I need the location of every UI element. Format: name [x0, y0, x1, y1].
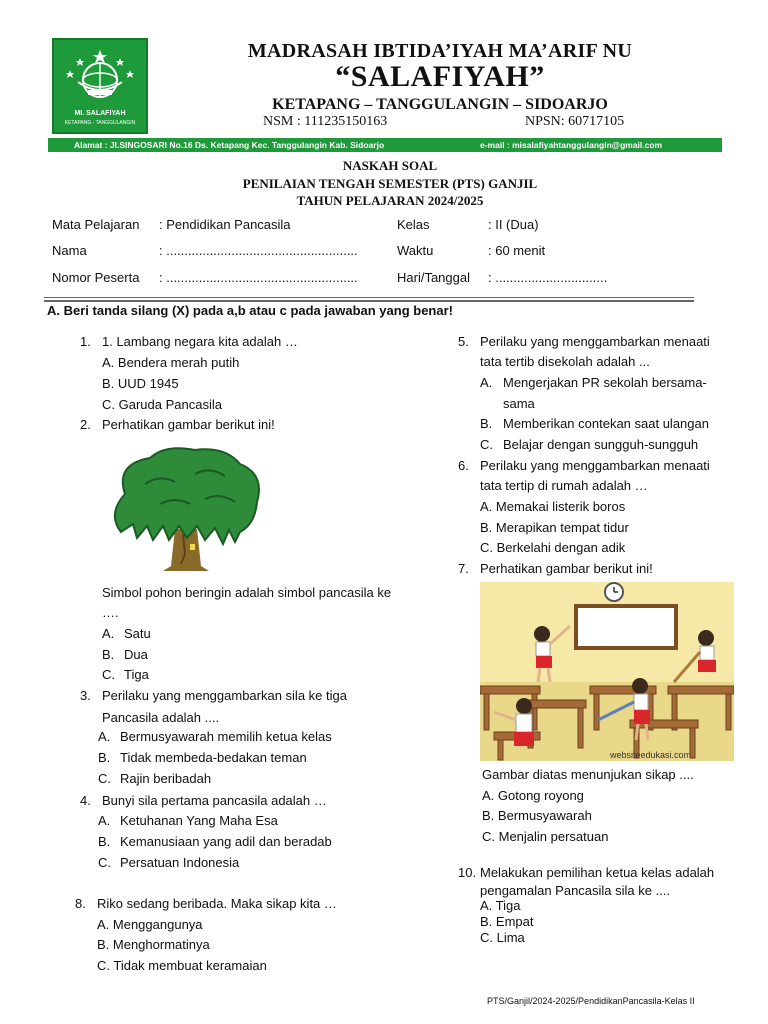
- option-letter: A.: [102, 626, 115, 641]
- doc-title: NASKAH SOAL: [342, 158, 438, 173]
- option-letter: B.: [480, 416, 493, 431]
- option-3c[interactable]: Rajin beribadah: [120, 771, 212, 786]
- question-number: 3.: [80, 688, 91, 703]
- question-number: 4.: [80, 793, 91, 808]
- option-2a[interactable]: Satu: [124, 626, 151, 641]
- option-7b[interactable]: B. Bermusyawarah: [482, 808, 592, 823]
- logo-caption: MI. SALAFIYAH: [74, 110, 126, 117]
- banyan-tree-image: [105, 444, 267, 574]
- question-6: Perilaku yang menggambarkan menaati: [480, 458, 710, 473]
- school-logo: [52, 38, 148, 134]
- option-10c[interactable]: C. Lima: [480, 930, 525, 945]
- option-letter: B.: [102, 647, 115, 662]
- option-3a[interactable]: Bermusyawarah memilih ketua kelas: [120, 729, 332, 744]
- option-1b[interactable]: B. UUD 1945: [102, 376, 179, 391]
- question-2-text: Simbol pohon beringin adalah simbol pancasila ke: [102, 585, 392, 600]
- question-number: 7.: [458, 561, 469, 576]
- doc-year: TAHUN PELAJARAN 2024/2025: [296, 193, 484, 208]
- option-4a[interactable]: Ketuhanan Yang Maha Esa: [120, 813, 278, 828]
- mapel-value: : Pendidikan Pancasila: [159, 217, 291, 232]
- divider: [44, 300, 694, 302]
- kelas-value: : II (Dua): [488, 217, 539, 232]
- option-3b[interactable]: Tidak membeda-bedakan teman: [120, 750, 307, 765]
- option-5a-cont[interactable]: sama: [503, 396, 535, 411]
- logo-subcaption: KETAPANG - TANGGULANGIN: [64, 120, 136, 126]
- question-3: Perilaku yang menggambarkan sila ke tiga: [102, 688, 347, 703]
- option-4c[interactable]: Persatuan Indonesia: [120, 855, 240, 870]
- hari-label: Hari/Tanggal: [397, 270, 470, 285]
- option-8b[interactable]: B. Menghormatinya: [97, 937, 210, 952]
- address-bar: [48, 138, 722, 152]
- question-3-cont: Pancasila adalah ....: [102, 710, 220, 725]
- nama-label: Nama: [52, 243, 87, 258]
- option-letter: C.: [98, 771, 111, 786]
- question-7: Perhatikan gambar berikut ini!: [480, 561, 653, 576]
- option-letter: C.: [480, 437, 493, 452]
- npsn-number: NPSN: 60717105: [525, 114, 625, 129]
- question-6-cont: tata tertip di rumah adalah …: [480, 478, 648, 493]
- question-number: 1.: [80, 334, 91, 349]
- question-number: 6.: [458, 458, 469, 473]
- school-location: KETAPANG – TANGGULANGIN – SIDOARJO: [272, 96, 608, 113]
- option-letter: A.: [480, 375, 493, 390]
- question-number: 2.: [80, 417, 91, 432]
- option-letter: C.: [98, 855, 111, 870]
- question-10-cont: pengamalan Pancasila sila ke ....: [480, 883, 671, 898]
- image-watermark: websiteedukasi.com: [610, 750, 692, 760]
- option-6b[interactable]: B. Merapikan tempat tidur: [480, 520, 629, 535]
- question-10: Melakukan pemilihan ketua kelas adalah: [480, 865, 715, 880]
- kelas-label: Kelas: [397, 217, 430, 232]
- school-name: MADRASAH IBTIDA’IYAH MA’ARIF NU: [247, 40, 633, 62]
- question-2-text-cont: ….: [102, 605, 119, 620]
- waktu-label: Waktu: [397, 243, 434, 258]
- question-1: 1. Lambang negara kita adalah …: [102, 334, 298, 349]
- question-5-cont: tata tertib disekolah adalah ...: [480, 354, 650, 369]
- school-name-large: “SALAFIYAH”: [335, 60, 545, 93]
- option-8c[interactable]: C. Tidak membuat keramaian: [97, 958, 267, 973]
- option-5a[interactable]: Mengerjakan PR sekolah bersama-: [503, 375, 707, 390]
- question-7-text: Gambar diatas menunjukan sikap ....: [482, 767, 694, 782]
- question-number: 10.: [458, 865, 477, 880]
- classroom-image: [480, 582, 734, 761]
- question-number: 8.: [75, 896, 86, 911]
- question-4: Bunyi sila pertama pancasila adalah …: [102, 793, 327, 808]
- nsm-number: NSM : 111235150163: [263, 114, 388, 129]
- option-letter: A.: [98, 729, 111, 744]
- question-8: Riko sedang beribada. Maka sikap kita …: [97, 896, 337, 911]
- option-10a[interactable]: A. Tiga: [480, 898, 521, 913]
- school-address: Alamat : Jl.SINGOSARI No.16 Ds. Ketapang Kec. Tanggulangin Kab. Sidoarjo: [74, 140, 385, 150]
- mapel-label: Mata Pelajaran: [52, 217, 140, 232]
- page-footer: PTS/Ganjil/2024-2025/PendidikanPancasila-Kelas II: [487, 996, 695, 1006]
- option-4b[interactable]: Kemanusiaan yang adil dan beradab: [120, 834, 332, 849]
- option-2c[interactable]: Tiga: [124, 667, 149, 682]
- divider: [44, 297, 694, 298]
- option-1a[interactable]: A. Bendera merah putih: [102, 355, 240, 370]
- question-2: Perhatikan gambar berikut ini!: [102, 417, 275, 432]
- option-1c[interactable]: C. Garuda Pancasila: [102, 397, 222, 412]
- question-number: 5.: [458, 334, 469, 349]
- nu-emblem-icon: [60, 46, 140, 108]
- option-6a[interactable]: A. Memakai listerik boros: [480, 499, 626, 514]
- doc-subtitle: PENILAIAN TENGAH SEMESTER (PTS) GANJIL: [242, 176, 538, 191]
- option-letter: B.: [98, 834, 111, 849]
- instruction: A. Beri tanda silang (X) pada a,b atau c pada jawaban yang benar!: [47, 303, 453, 318]
- nama-field[interactable]: : .....................................................: [159, 243, 358, 258]
- nomor-field[interactable]: : .....................................................: [159, 270, 358, 285]
- waktu-value: : 60 menit: [488, 243, 546, 258]
- option-5b[interactable]: Memberikan contekan saat ulangan: [503, 416, 709, 431]
- question-5: Perilaku yang menggambarkan menaati: [480, 334, 710, 349]
- option-6c[interactable]: C. Berkelahi dengan adik: [480, 540, 626, 555]
- option-letter: C.: [102, 667, 115, 682]
- school-email: e-mail : misalafiyahtanggulangin@gmail.com: [480, 140, 663, 150]
- option-7a[interactable]: A. Gotong royong: [482, 788, 584, 803]
- option-2b[interactable]: Dua: [124, 647, 148, 662]
- option-letter: A.: [98, 813, 111, 828]
- option-10b[interactable]: B. Empat: [480, 914, 534, 929]
- option-letter: B.: [98, 750, 111, 765]
- option-5c[interactable]: Belajar dengan sungguh-sungguh: [503, 437, 699, 452]
- hari-field[interactable]: : ...............................: [488, 270, 608, 285]
- option-8a[interactable]: A. Menggangunya: [97, 917, 203, 932]
- option-7c[interactable]: C. Menjalin persatuan: [482, 829, 609, 844]
- nomor-label: Nomor Peserta: [52, 270, 140, 285]
